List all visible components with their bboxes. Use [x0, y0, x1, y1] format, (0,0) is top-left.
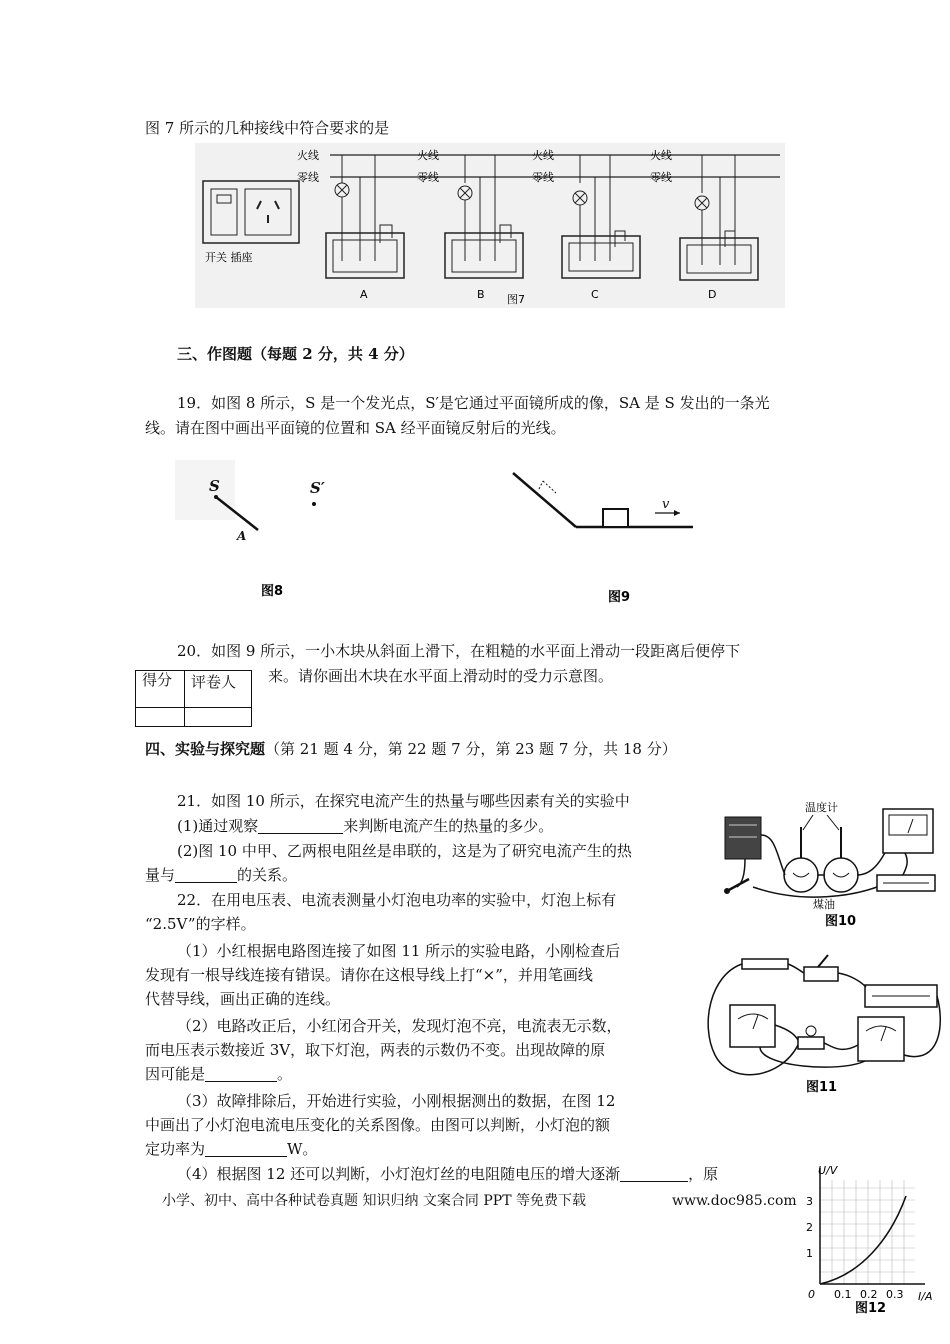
q22-part3-line2: 中画出了小灯泡电流电压变化的关系图像。由图可以判断，小灯泡的额 [145, 1116, 611, 1134]
x-axis-label: I/A [918, 1290, 933, 1303]
y-axis-label: U/V [818, 1164, 838, 1177]
score-header: 得分 [136, 671, 185, 708]
switch [804, 967, 838, 981]
flask-a [784, 858, 818, 892]
q22-blank-2[interactable] [205, 1140, 287, 1157]
figure-8-caption: 图8 [261, 584, 284, 599]
q22-blank-1[interactable] [205, 1065, 277, 1082]
q19-line2: 线。请在图中画出平面镜的位置和 SA 经平面镜反射后的光线。 [145, 419, 566, 437]
score-table [135, 670, 252, 727]
q21-part1: (1)通过观察 来判断电流产生的热量的多少。 [177, 817, 554, 835]
neutral-label: 零线 [417, 171, 439, 184]
figure-12 [800, 1160, 945, 1315]
q21-blank-1[interactable] [258, 817, 343, 834]
battery [725, 817, 761, 859]
neutral-label: 零线 [650, 171, 672, 184]
q19-line1: 19．如图 8 所示，S 是一个发光点，S′是它通过平面镜所成的像，SA 是 S 发出的一条光 [177, 394, 770, 412]
x-tick: 0.2 [860, 1288, 878, 1301]
footer-url[interactable]: www.doc985.com [672, 1193, 797, 1209]
figure-9-caption: 图9 [608, 590, 631, 605]
q22-part2-line2: 而电压表示数接近 3V，取下灯泡，两表的示数仍不变。出现故障的原 [145, 1041, 606, 1059]
q22-part1-line3: 代替导线，画出正确的连线。 [145, 990, 341, 1008]
live-label: 火线 [417, 149, 439, 162]
grader-cell[interactable] [185, 708, 252, 727]
lamp [806, 1026, 816, 1036]
figure-8 [175, 460, 355, 610]
flask-b [824, 858, 858, 892]
neutral-label: 零线 [532, 171, 554, 184]
q18-stem: 图 7 所示的几种接线中符合要求的是 [145, 119, 390, 137]
wood-block [603, 509, 628, 527]
y-tick: 1 [806, 1247, 813, 1260]
option-label: D [708, 288, 717, 301]
q22-part3-line3: 定功率为 W。 [145, 1140, 318, 1158]
section-4-detail: （第 21 题 4 分，第 22 题 7 分，第 23 题 7 分，共 18 分） [265, 740, 677, 758]
figure-9 [510, 465, 700, 610]
q22-line2: “2.5V”的字样。 [145, 915, 256, 933]
velocity-arrow [674, 510, 680, 516]
q22-line1: 22．在用电压表、电流表测量小灯泡电功率的实验中，灯泡上标有 [177, 891, 617, 909]
option-label: A [360, 288, 368, 301]
point-a-label: A [237, 529, 247, 543]
switch [727, 879, 749, 891]
q22-part1-line1: （1）小红根据电路图连接了如图 11 所示的实验电路，小刚检查后 [177, 942, 621, 960]
q21-line1: 21．如图 10 所示，在探究电流产生的热量与哪些因素有关的实验中 [177, 792, 630, 810]
x-tick: 0.3 [886, 1288, 904, 1301]
ammeter [883, 809, 933, 853]
q22-part4-line1: （4）根据图 12 还可以判断，小灯泡灯丝的电阻随电压的增大逐渐 ，原 [177, 1165, 719, 1183]
image-s-prime [312, 502, 316, 506]
ammeter [858, 1017, 904, 1061]
q20-line1: 20．如图 9 所示，一小木块从斜面上滑下，在粗糙的水平面上滑动一段距离后便停下 [177, 642, 741, 660]
figure-12-caption: 图12 [855, 1301, 887, 1315]
point-s-label: S [209, 477, 220, 495]
live-label: 火线 [532, 149, 554, 162]
q22-part3-line1: （3）故障排除后，开始进行实验，小刚根据测出的数据，在图 12 [177, 1092, 616, 1110]
u-i-curve [820, 1196, 906, 1284]
q22-part1-line2: 发现有一根导线连接有错误。请你在这根导线上打“×”，并用笔画线 [145, 966, 593, 984]
figure-10-caption: 图10 [825, 914, 857, 929]
kerosene-label: 煤油 [813, 898, 835, 911]
section-4-title: 四、实验与探究题 [145, 740, 266, 758]
battery-holder [742, 959, 788, 969]
q21-blank-2[interactable] [175, 866, 237, 883]
figure-11-caption: 图11 [806, 1080, 838, 1095]
panel-label: 开关 插座 [205, 251, 253, 264]
y-tick: 3 [806, 1195, 813, 1208]
figure-7-caption: 图7 [507, 293, 525, 306]
lamp-holder [798, 1037, 824, 1049]
q22-part2-line1: （2）电路改正后，小红闭合开关，发现灯泡不亮，电流表无示数， [177, 1017, 622, 1035]
incline [513, 473, 576, 527]
x-tick: 0.1 [834, 1288, 852, 1301]
velocity-label: v [662, 497, 670, 512]
voltmeter [730, 1005, 775, 1047]
option-label: B [477, 288, 485, 301]
section-3-title: 三、作图题（每题 2 分，共 4 分） [177, 345, 414, 363]
y-tick: 2 [806, 1221, 813, 1234]
image-s-prime-label: S′ [310, 479, 325, 497]
x-tick: 0 [808, 1288, 815, 1301]
live-label: 火线 [297, 149, 319, 162]
figure-10 [715, 795, 940, 930]
option-label: C [591, 288, 599, 301]
footer-text: 小学、初中、高中各种试卷真题 知识归纳 文案合同 PPT 等免费下载 [162, 1193, 586, 1209]
q20-line2: 来。请你画出木块在水平面上滑动时的受力示意图。 [268, 667, 614, 685]
score-cell[interactable] [136, 708, 185, 727]
figure-11 [700, 945, 945, 1095]
q22-part2-line3: 因可能是 。 [145, 1065, 293, 1083]
grader-header: 评卷人 [185, 671, 252, 708]
neutral-label: 零线 [297, 171, 319, 184]
q21-part2-line2: 量与 的关系。 [145, 866, 298, 884]
thermometer-label: 温度计 [805, 801, 838, 814]
q21-part2-line1: (2)图 10 中甲、乙两根电阻丝是串联的，这是为了研究电流产生的热 [177, 842, 632, 860]
figure-7 [195, 143, 785, 308]
q22-blank-3[interactable] [620, 1165, 688, 1182]
section-4-header [145, 738, 677, 760]
live-label: 火线 [650, 149, 672, 162]
